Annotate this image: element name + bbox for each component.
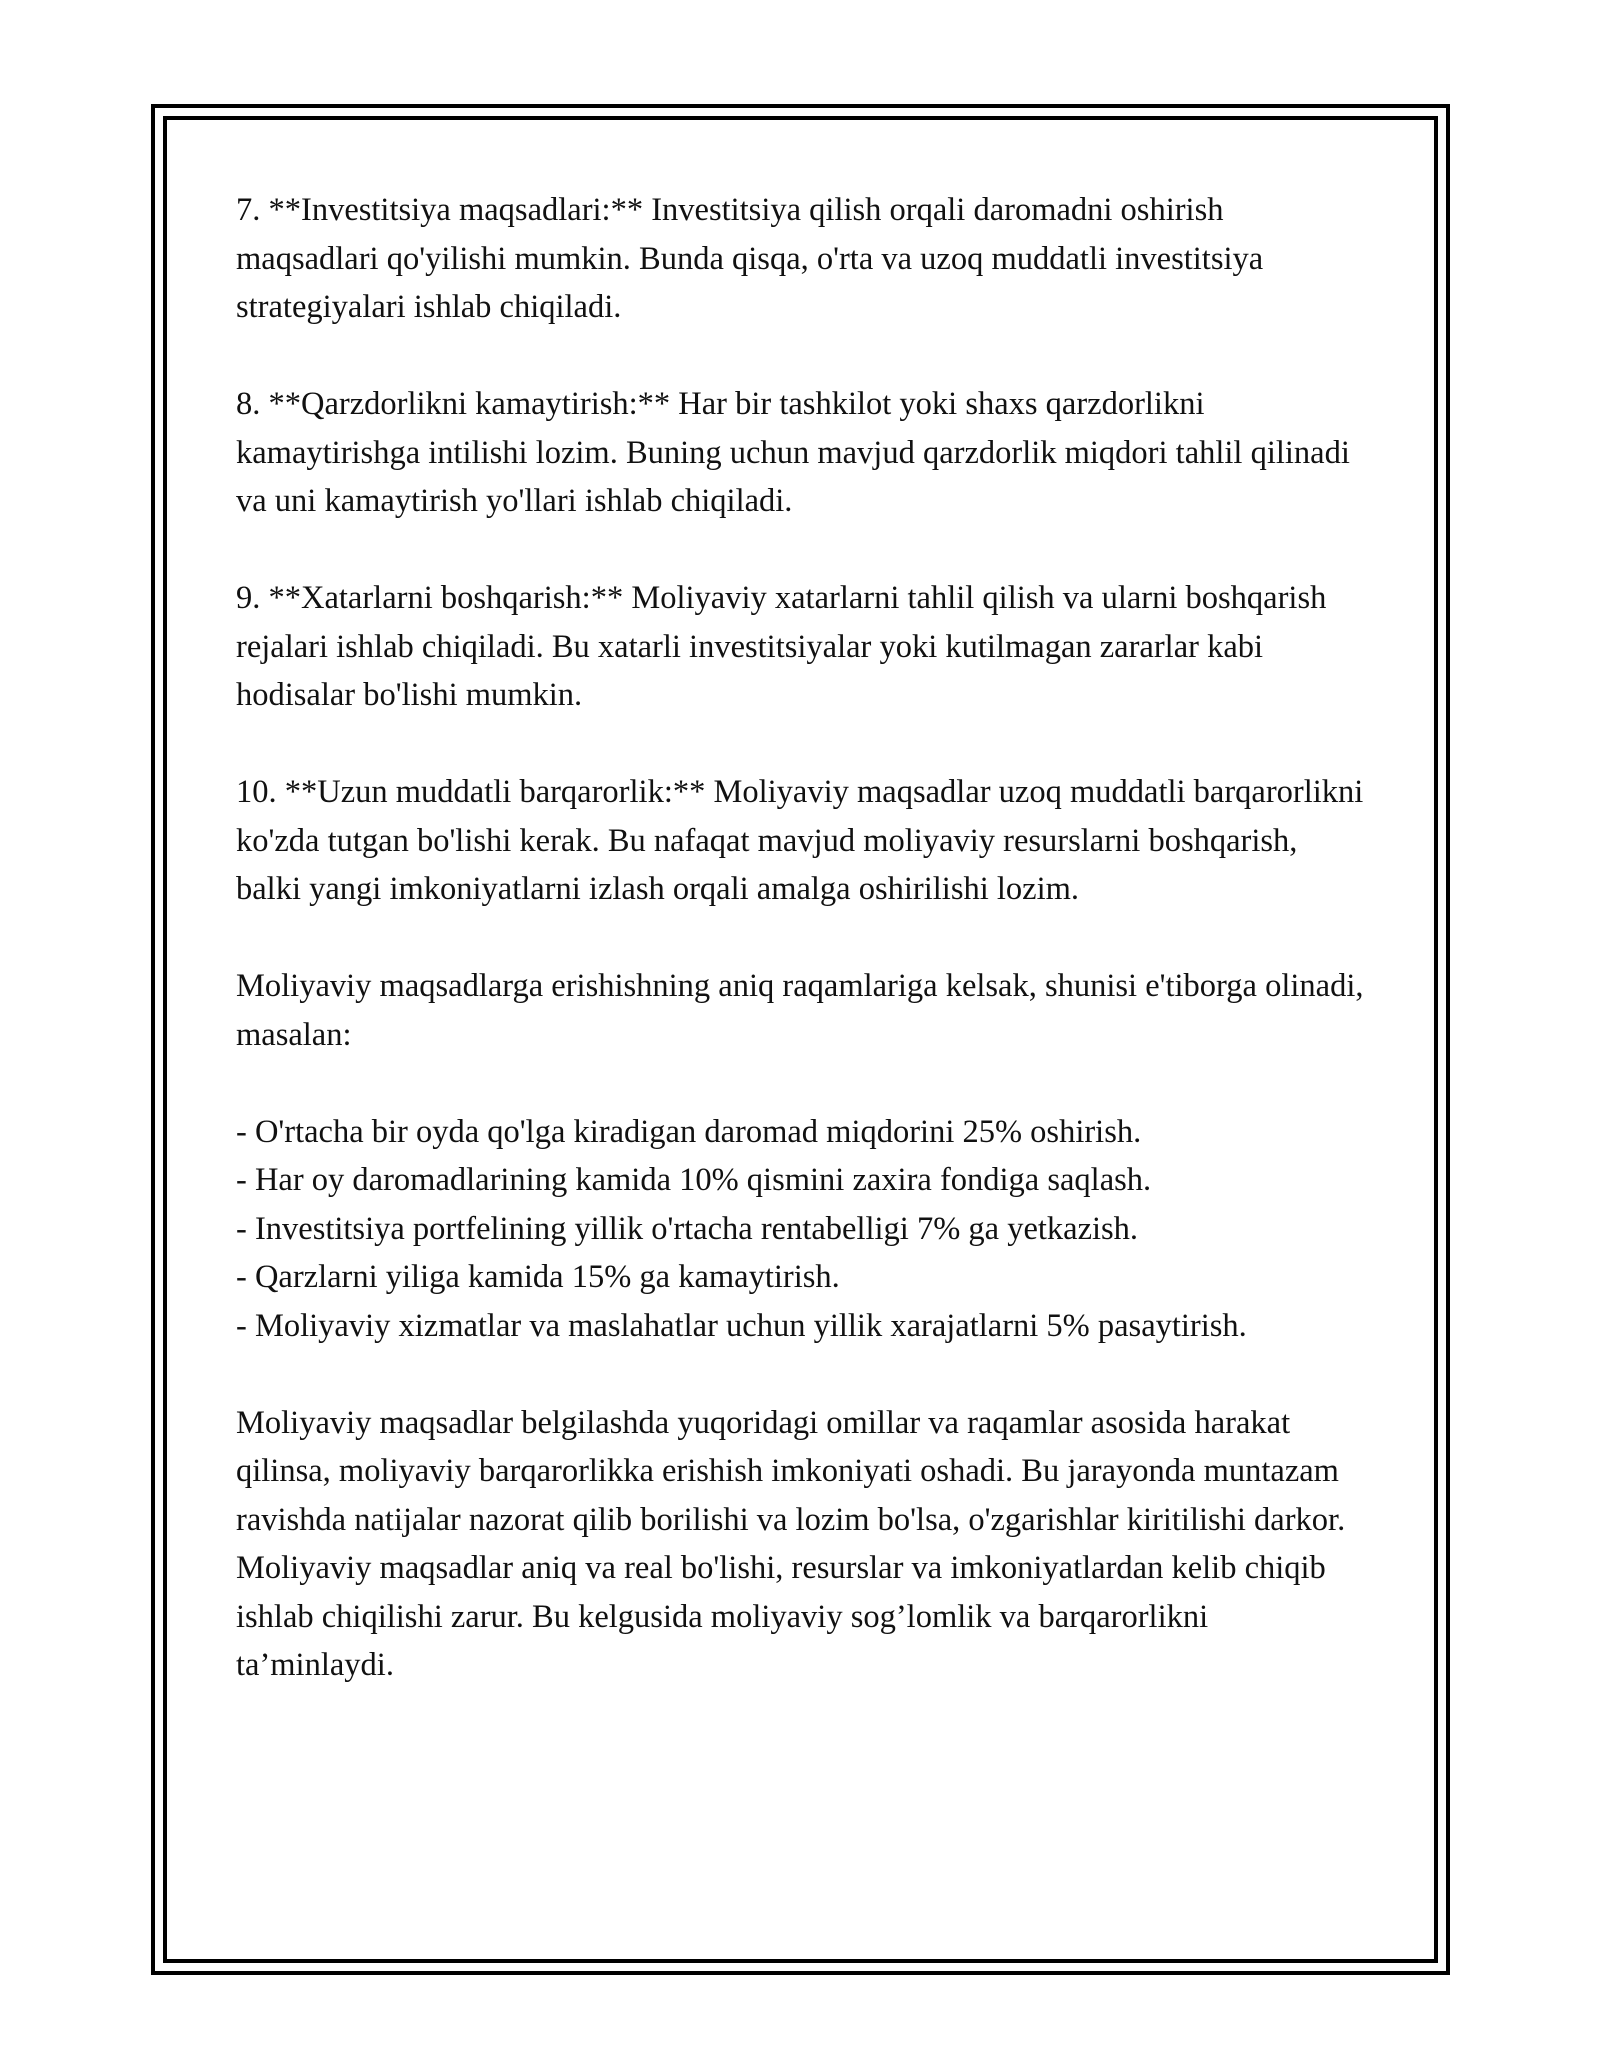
paragraph-long-term-stability: 10. **Uzun muddatli barqarorlik:** Moliyaviy maqsadlar uzoq muddatli barqarorlikni ko'zda tutgan bo'lishi kerak. Bu nafaqat mavjud moliyaviy resurslarni boshqarish, balki yangi imkoniyatlarni izlash orqali amalga oshirilishi lozim. [236,774,1364,907]
paragraph-numeric-goals-intro: Moliyaviy maqsadlarga erishishning aniq raqamlariga kelsak, shunisi e'tiborga olinadi, masalan: [236,968,1364,1053]
paragraph-debt-reduction: 8. **Qarzdorlikni kamaytirish:** Har bir tashkilot yoki shaxs qarzdorlikni kamaytirishga intilishi lozim. Buning uchun mavjud qarzdorlik miqdori tahlil qilinadi va uni kamaytirish yo'llari ishlab chiqiladi. [236,386,1350,519]
document-body [236,186,1366,1738]
paragraph-investment-goals: 7. **Investitsiya maqsadlari:** Investitsiya qilish orqali daromadni oshirish maqsadlari qo'yilishi mumkin. Bunda qisqa, o'rta va uzoq muddatli investitsiya strategiyalari ishlab chiqiladi. [236,192,1264,325]
list-item: - Har oy daromadlarining kamida 10% qismini zaxira fondiga saqlash. [236,1162,1152,1198]
list-item: - Investitsiya portfelining yillik o'rtacha rentabelligi 7% ga yetkazish. [236,1210,1139,1247]
paragraph-risk-management: 9. **Xatarlarni boshqarish:** Moliyaviy xatarlarni tahlil qilish va ularni boshqarish rejalari ishlab chiqiladi. Bu xatarli investitsiyalar yoki kutilmagan zararlar kabi hodisalar bo'lishi mumkin. [236,580,1327,713]
list-item: - Moliyaviy xizmatlar va maslahatlar uchun yillik xarajatlarni 5% pasaytirish. [236,1307,1247,1344]
numeric-goals-list [236,1108,1366,1351]
list-item: - Qarzlarni yiliga kamida 15% ga kamaytirish. [236,1259,840,1295]
paragraph-conclusion: Moliyaviy maqsadlar belgilashda yuqoridagi omillar va raqamlar asosida harakat qilinsa, moliyaviy barqarorlikka erishish imkoniyati oshadi. Bu jarayonda muntazam ravishda natijalar nazorat qilib borilishi va lozim bo'lsa, o'zgarishlar kiritilishi darkor. Moliyaviy maqsadlar aniq va real bo'lishi, resurslar va imkoniyatlardan kelib chiqib ishlab chiqilishi zarur. Bu kelgusida moliyaviy sog’lomlik va barqarorlikni ta’minlaydi. [236,1404,1346,1683]
list-item: - O'rtacha bir oyda qo'lga kiradigan daromad miqdorini 25% oshirish. [236,1113,1142,1150]
